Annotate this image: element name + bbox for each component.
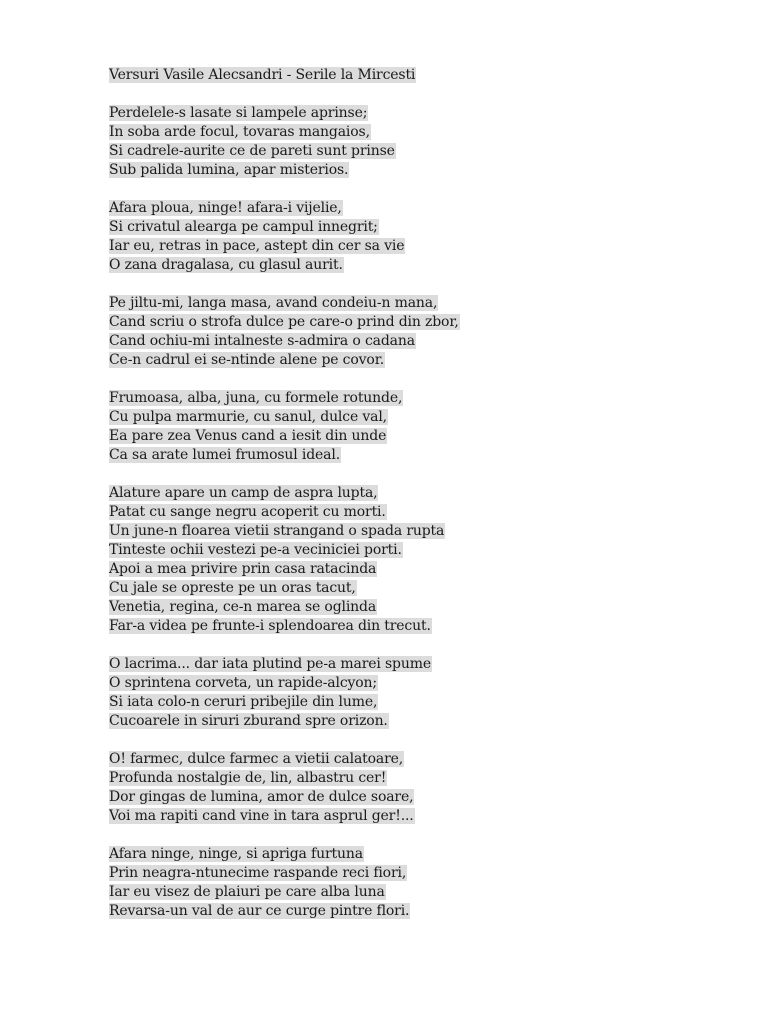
poem-line: Cand ochiu-mi intalneste s-admira o cadana [109, 333, 415, 349]
poem-line: Perdelele-s lasate si lampele aprinse; [109, 105, 368, 121]
stanza [109, 199, 460, 275]
poem-line: Si crivatul alearga pe campul innegrit; [109, 219, 378, 235]
poem-line: Pe jiltu-mi, langa masa, avand condeiu-n mana, [109, 295, 438, 311]
stanza-gap [109, 370, 460, 389]
poem-line: Tinteste ochii vestezi pe-a veciniciei porti. [109, 542, 402, 558]
poem-line: Revarsa-un val de aur ce curge pintre flori. [109, 903, 410, 919]
stanza-gap [109, 465, 460, 484]
poem-line: Ca sa arate lumei frumosul ideal. [109, 447, 340, 463]
poem-line: O zana dragalasa, cu glasul aurit. [109, 257, 343, 273]
stanza [109, 655, 460, 731]
poem-line: O sprintena corveta, un rapide-alcyon; [109, 675, 377, 691]
stanza-gap [109, 180, 460, 199]
stanza [109, 845, 460, 921]
poem-line: In soba arde focul, tovaras mangaios, [109, 124, 370, 140]
stanza-gap [109, 731, 460, 750]
poem-line: Frumoasa, alba, juna, cu formele rotunde, [109, 390, 403, 406]
poem-line: O lacrima... dar iata plutind pe-a marei spume [109, 656, 431, 672]
poem-line: Alature apare un camp de aspra lupta, [109, 485, 378, 501]
stanza [109, 750, 460, 826]
poem-line: Prin neagra-ntunecime raspande reci fiori, [109, 865, 407, 881]
stanza-gap [109, 275, 460, 294]
poem-line: Si cadrele-aurite ce de pareti sunt prinse [109, 143, 395, 159]
poem-line: Cu pulpa marmurie, cu sanul, dulce val, [109, 409, 387, 425]
poem-line: Far-a videa pe frunte-i splendoarea din trecut. [109, 618, 431, 634]
stanza-gap [109, 826, 460, 845]
stanza-gap [109, 636, 460, 655]
stanza [109, 484, 460, 636]
poem-line: Afara ploua, ninge! afara-i vijelie, [109, 200, 342, 216]
stanza [109, 294, 460, 370]
poem-line: Ce-n cadrul ei se-ntinde alene pe covor. [109, 352, 384, 368]
poem-line: Cand scriu o strofa dulce pe care-o prind din zbor, [109, 314, 459, 330]
stanza-gap [109, 85, 460, 104]
poem-line: Apoi a mea privire prin casa ratacinda [109, 561, 377, 577]
stanza [109, 389, 460, 465]
poem-line: Sub palida lumina, apar misterios. [109, 162, 349, 178]
stanza [109, 104, 460, 180]
poem-line: Voi ma rapiti cand vine in tara asprul ger!... [109, 808, 414, 824]
poem-line: Profunda nostalgie de, lin, albastru cer! [109, 770, 387, 786]
poem-body [109, 66, 460, 921]
poem-line: Un june-n floarea vietii strangand o spada rupta [109, 523, 445, 539]
poem-line: Dor gingas de lumina, amor de dulce soare, [109, 789, 414, 805]
poem-line: Si iata colo-n ceruri pribejile din lume, [109, 694, 378, 710]
poem-line: Ea pare zea Venus cand a iesit din unde [109, 428, 387, 444]
stanza-list [109, 104, 460, 921]
poem-line: Cu jale se opreste pe un oras tacut, [109, 580, 356, 596]
poem-line: Cucoarele in siruri zburand spre orizon. [109, 713, 388, 729]
poem-line: Afara ninge, ninge, si apriga furtuna [109, 846, 363, 862]
poem-line: Patat cu sange negru acoperit cu morti. [109, 504, 386, 520]
document-title: Versuri Vasile Alecsandri - Serile la Mircesti [109, 67, 416, 83]
poem-line: O! farmec, dulce farmec a vietii calatoare, [109, 751, 404, 767]
poem-line: Iar eu, retras in pace, astept din cer sa vie [109, 238, 405, 254]
poem-line: Iar eu visez de plaiuri pe care alba luna [109, 884, 385, 900]
poem-line: Venetia, regina, ce-n marea se oglinda [109, 599, 377, 615]
